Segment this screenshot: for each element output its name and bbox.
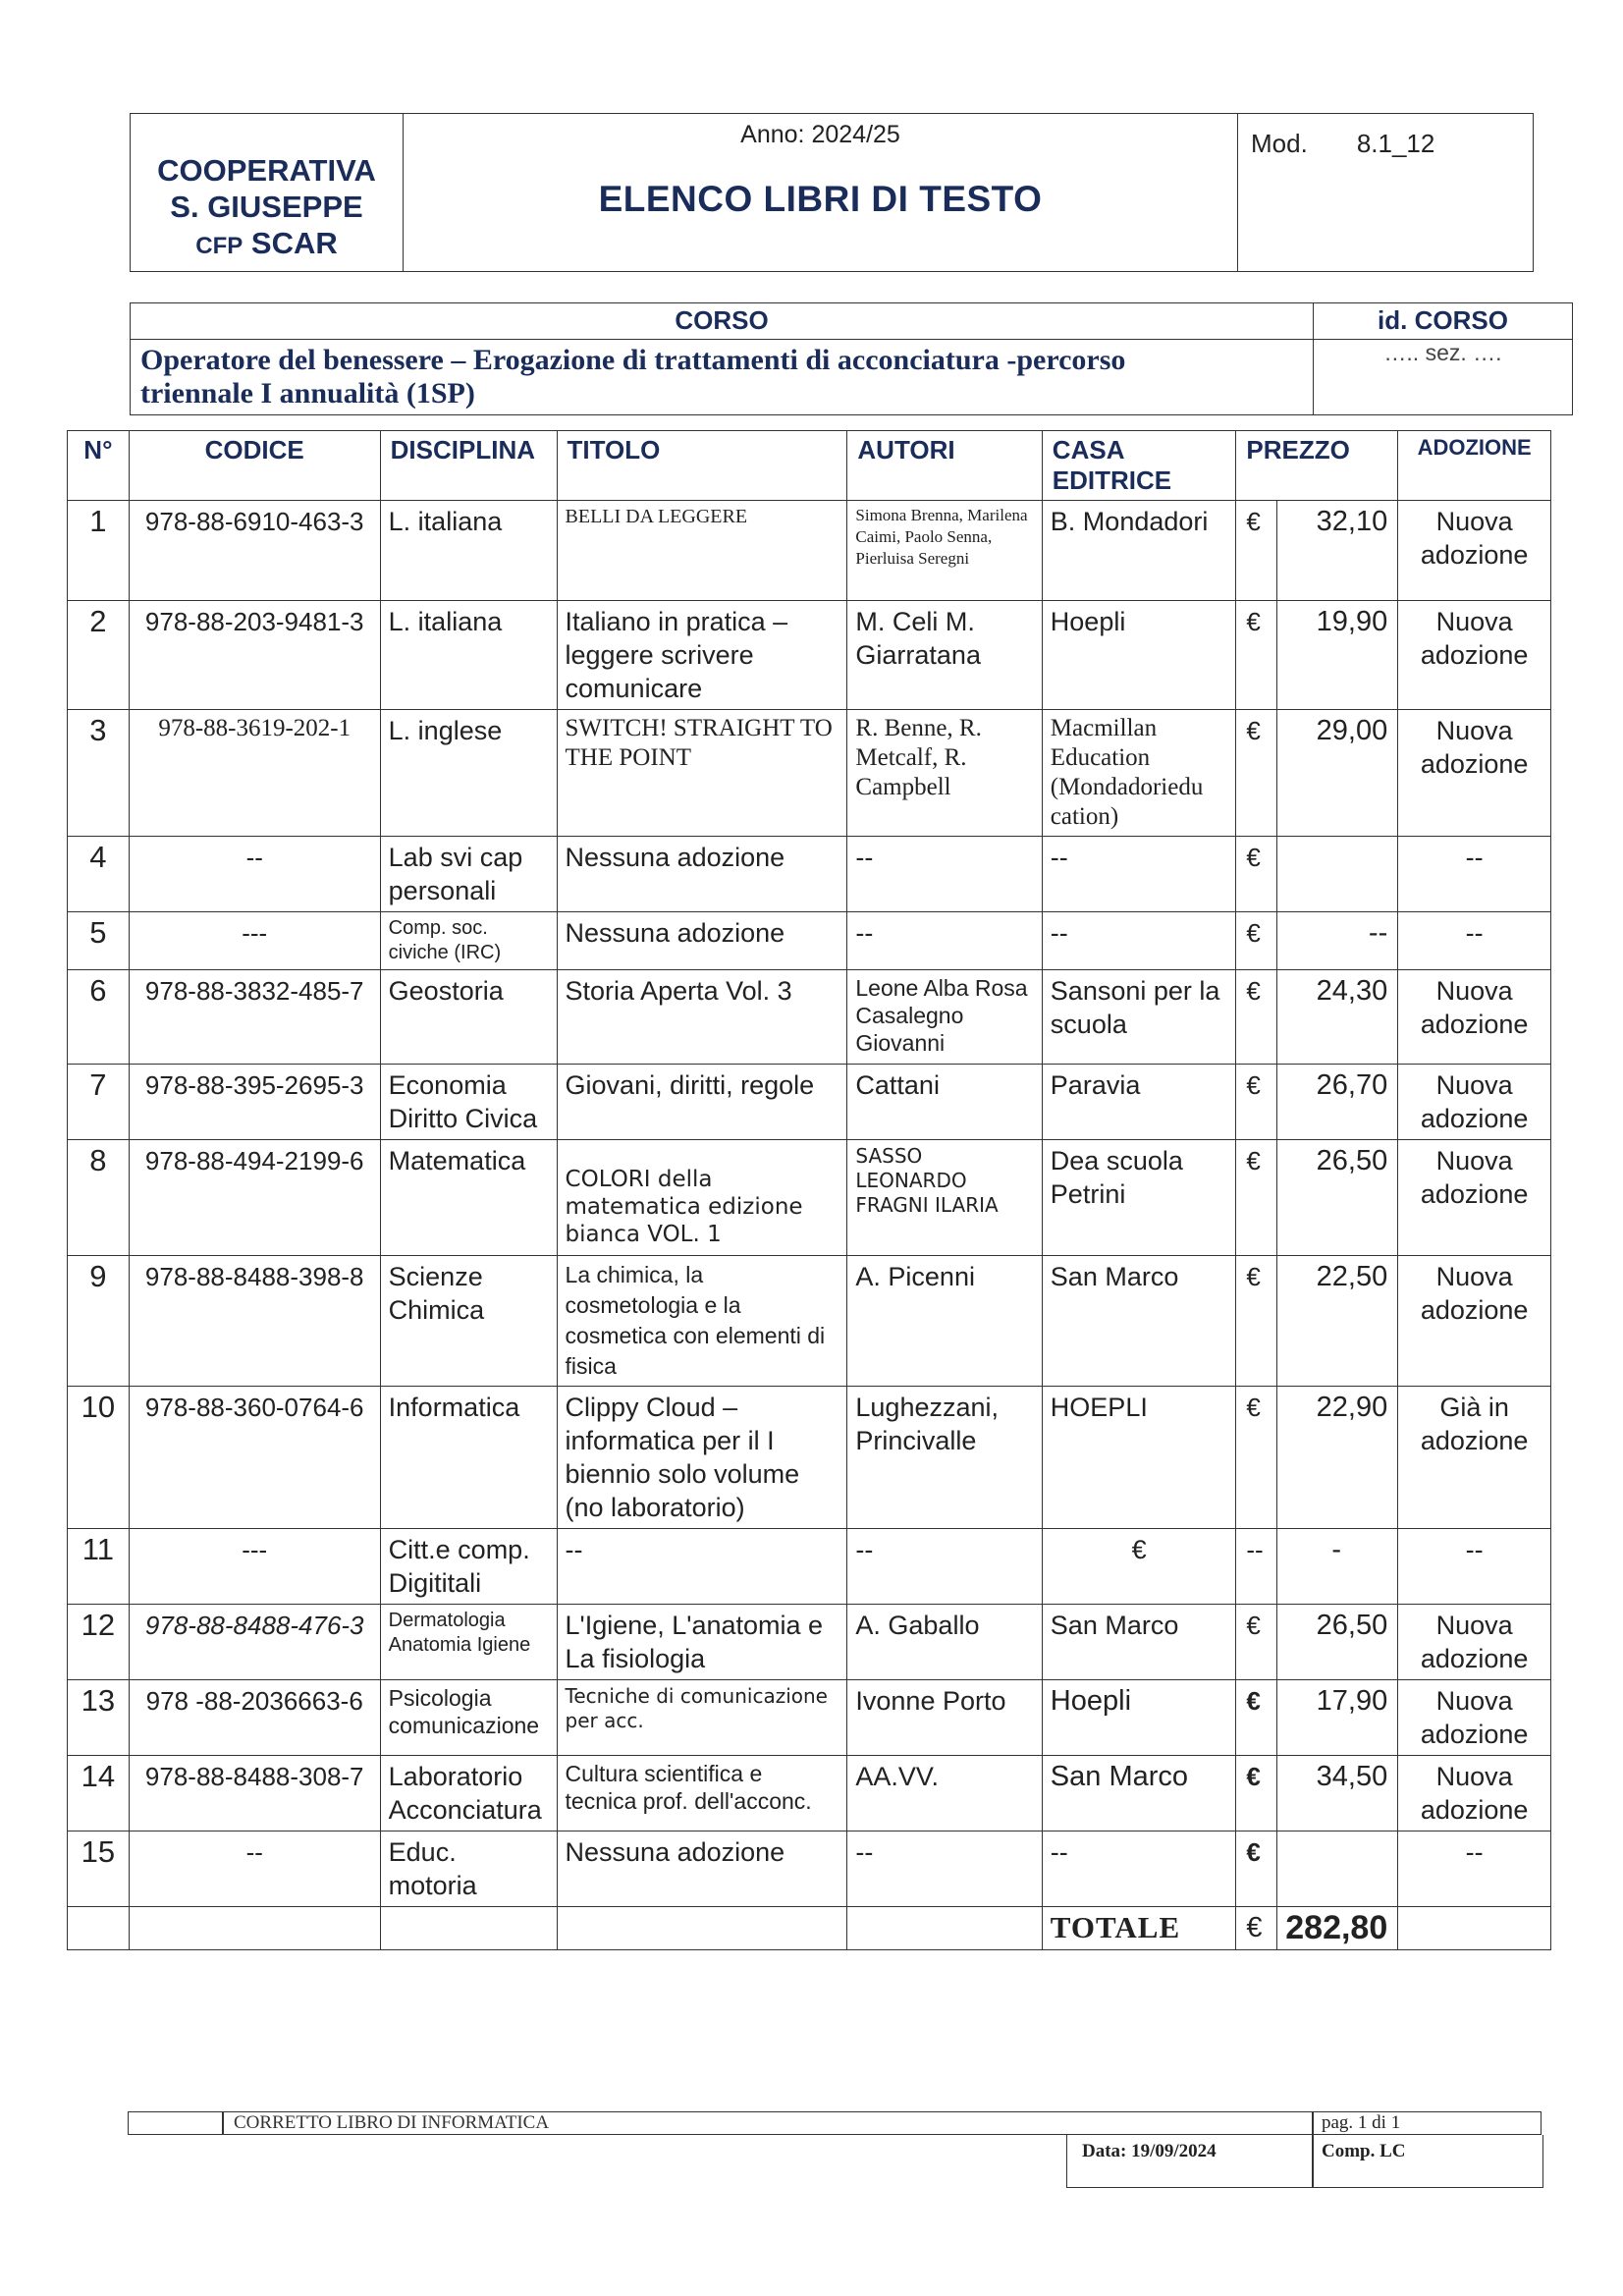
row-number: 15 (68, 1831, 130, 1907)
row-number: 13 (68, 1680, 130, 1756)
row-euro: € (1236, 1831, 1277, 1907)
row-prezzo: - (1277, 1529, 1398, 1605)
row-autori: R. Benne, R. Metcalf, R. Campbell (847, 710, 1042, 837)
row-titolo: Nessuna adozione (557, 1831, 847, 1907)
row-autori: -- (847, 1831, 1042, 1907)
row-euro: € (1236, 501, 1277, 601)
table-row (68, 970, 1551, 1065)
table-row (68, 1831, 1551, 1907)
row-casa: Hoepli (1042, 1680, 1236, 1756)
mod-value: 8.1_12 (1356, 129, 1435, 158)
row-number: 11 (68, 1529, 130, 1605)
row-autori: A. Gaballo (847, 1605, 1042, 1680)
row-euro: € (1236, 1065, 1277, 1140)
row-casa: San Marco (1042, 1756, 1236, 1831)
row-casa: -- (1042, 1831, 1236, 1907)
row-euro: € (1236, 912, 1277, 970)
page-title: ELENCO LIBRI DI TESTO (598, 179, 1043, 219)
course-heading: CORSO (131, 303, 1313, 340)
total-euro: € (1236, 1907, 1277, 1950)
row-disciplina: Comp. soc. civiche (IRC) (380, 912, 557, 970)
row-prezzo: 22,50 (1277, 1256, 1398, 1387)
row-disciplina: Scienze Chimica (380, 1256, 557, 1387)
row-titolo: Clippy Cloud – informatica per il I biennio solo volume (no laboratorio) (557, 1387, 847, 1529)
row-codice: --- (129, 912, 380, 970)
row-casa: Macmillan Education (Mondadoriedu cation) (1042, 710, 1236, 837)
table-row (68, 912, 1551, 970)
row-disciplina: L. inglese (380, 710, 557, 837)
row-euro: € (1236, 1756, 1277, 1831)
row-casa: San Marco (1042, 1256, 1236, 1387)
col-header-adozione: ADOZIONE (1398, 431, 1551, 501)
row-autori: Lughezzani, Princivalle (847, 1387, 1042, 1529)
row-casa: Paravia (1042, 1065, 1236, 1140)
row-casa: B. Mondadori (1042, 501, 1236, 601)
table-row (68, 1065, 1551, 1140)
row-adozione: Nuova adozione (1398, 1756, 1551, 1831)
course-title-line2: triennale I annualità (1SP) (140, 377, 475, 410)
row-casa: € (1042, 1529, 1236, 1605)
row-titolo: BELLI DA LEGGERE (557, 501, 847, 601)
row-euro: € (1236, 1605, 1277, 1680)
row-autori: -- (847, 912, 1042, 970)
table-row (68, 710, 1551, 837)
org-name-line2: S. GIUSEPPE (170, 190, 363, 224)
col-header-n: N° (68, 431, 130, 501)
row-titolo: SWITCH! STRAIGHT TO THE POINT (557, 710, 847, 837)
row-disciplina: Dermatologia Anatomia Igiene (380, 1605, 557, 1680)
row-prezzo: 24,30 (1277, 970, 1398, 1065)
course-heading-cell (131, 303, 1314, 415)
row-adozione: Nuova adozione (1398, 1680, 1551, 1756)
row-disciplina: Psicologia comunicazione (380, 1680, 557, 1756)
row-autori: Cattani (847, 1065, 1042, 1140)
footer-page: pag. 1 di 1 (1322, 2112, 1401, 2133)
row-titolo: La chimica, la cosmetologia e la cosmetica con elementi di fisica (557, 1256, 847, 1387)
row-titolo: Nessuna adozione (557, 912, 847, 970)
row-disciplina: Geostoria (380, 970, 557, 1065)
footer-note: CORRETTO LIBRO DI INFORMATICA (234, 2112, 550, 2133)
total-row (68, 1907, 1551, 1950)
row-adozione: -- (1398, 912, 1551, 970)
row-number: 10 (68, 1387, 130, 1529)
row-autori: -- (847, 1529, 1042, 1605)
row-adozione: -- (1398, 1529, 1551, 1605)
row-euro: € (1236, 601, 1277, 710)
table-row (68, 1605, 1551, 1680)
table-row (68, 1140, 1551, 1256)
row-autori: A. Picenni (847, 1256, 1042, 1387)
row-disciplina: Matematica (380, 1140, 557, 1256)
books-table (67, 430, 1551, 1950)
row-number: 7 (68, 1065, 130, 1140)
row-number: 12 (68, 1605, 130, 1680)
org-scar: SCAR (250, 226, 338, 260)
row-titolo: Nessuna adozione (557, 837, 847, 912)
row-disciplina: L. italiana (380, 501, 557, 601)
row-codice: -- (129, 837, 380, 912)
course-section: ….. sez. …. (1383, 340, 1502, 365)
col-header-autori: AUTORI (847, 431, 1042, 501)
footer-comp: Comp. LC (1322, 2141, 1406, 2161)
total-value: 282,80 (1277, 1907, 1398, 1950)
row-disciplina: Economia Diritto Civica (380, 1065, 557, 1140)
row-prezzo: -- (1277, 912, 1398, 970)
col-header-titolo: TITOLO (557, 431, 847, 501)
row-adozione: Nuova adozione (1398, 1140, 1551, 1256)
row-codice: 978-88-3832-485-7 (129, 970, 380, 1065)
row-casa: Dea scuola Petrini (1042, 1140, 1236, 1256)
org-cfp: CFP (195, 233, 243, 259)
row-adozione: Già in adozione (1398, 1387, 1551, 1529)
table-row (68, 1387, 1551, 1529)
row-prezzo: 26,50 (1277, 1140, 1398, 1256)
row-codice: 978-88-8488-398-8 (129, 1256, 380, 1387)
col-header-codice: CODICE (129, 431, 380, 501)
row-adozione: Nuova adozione (1398, 601, 1551, 710)
row-codice: --- (129, 1529, 380, 1605)
row-casa: -- (1042, 912, 1236, 970)
row-disciplina: Lab svi cap personali (380, 837, 557, 912)
row-adozione: -- (1398, 1831, 1551, 1907)
row-prezzo (1277, 837, 1398, 912)
row-adozione: Nuova adozione (1398, 970, 1551, 1065)
row-casa: San Marco (1042, 1605, 1236, 1680)
row-casa: Hoepli (1042, 601, 1236, 710)
row-codice: 978-88-494-2199-6 (129, 1140, 380, 1256)
row-disciplina: Informatica (380, 1387, 557, 1529)
row-adozione: Nuova adozione (1398, 501, 1551, 601)
row-codice: 978-88-3619-202-1 (129, 710, 380, 837)
mod-label: Mod. (1251, 129, 1308, 158)
row-euro: -- (1236, 1529, 1277, 1605)
row-autori: Leone Alba Rosa Casalegno Giovanni (847, 970, 1042, 1065)
row-disciplina: L. italiana (380, 601, 557, 710)
row-autori: Ivonne Porto (847, 1680, 1042, 1756)
row-codice: -- (129, 1831, 380, 1907)
title-cell (404, 114, 1238, 272)
row-autori: AA.VV. (847, 1756, 1042, 1831)
row-titolo: -- (557, 1529, 847, 1605)
course-title-line1: Operatore del benessere – Erogazione di trattamenti di acconciatura -percorso (140, 344, 1126, 376)
row-euro: € (1236, 1140, 1277, 1256)
row-adozione: Nuova adozione (1398, 1256, 1551, 1387)
row-codice: 978-88-203-9481-3 (129, 601, 380, 710)
course-block (130, 302, 1573, 415)
table-row (68, 1529, 1551, 1605)
row-prezzo: 26,50 (1277, 1605, 1398, 1680)
row-titolo: Storia Aperta Vol. 3 (557, 970, 847, 1065)
row-number: 14 (68, 1756, 130, 1831)
row-codice: 978-88-395-2695-3 (129, 1065, 380, 1140)
row-codice: 978 -88-2036663-6 (129, 1680, 380, 1756)
row-disciplina: Educ. motoria (380, 1831, 557, 1907)
row-number: 5 (68, 912, 130, 970)
col-header-prezzo: PREZZO (1236, 431, 1398, 501)
row-casa: HOEPLI (1042, 1387, 1236, 1529)
document-header (130, 113, 1534, 272)
row-titolo: Giovani, diritti, regole (557, 1065, 847, 1140)
document-footer (128, 2111, 1542, 2188)
table-row (68, 1680, 1551, 1756)
row-autori: SASSO LEONARDO FRAGNI ILARIA (847, 1140, 1042, 1256)
row-prezzo (1277, 1831, 1398, 1907)
row-prezzo: 32,10 (1277, 501, 1398, 601)
row-number: 6 (68, 970, 130, 1065)
row-prezzo: 26,70 (1277, 1065, 1398, 1140)
row-titolo: Cultura scientifica e tecnica prof. dell'acconc. (557, 1756, 847, 1831)
school-year: Anno: 2024/25 (740, 121, 900, 148)
table-row (68, 601, 1551, 710)
row-adozione: Nuova adozione (1398, 710, 1551, 837)
row-number: 8 (68, 1140, 130, 1256)
row-casa: -- (1042, 837, 1236, 912)
row-adozione: Nuova adozione (1398, 1605, 1551, 1680)
row-number: 1 (68, 501, 130, 601)
row-euro: € (1236, 710, 1277, 837)
table-row (68, 837, 1551, 912)
row-euro: € (1236, 970, 1277, 1065)
row-codice: 978-88-8488-476-3 (129, 1605, 380, 1680)
row-number: 9 (68, 1256, 130, 1387)
row-prezzo: 17,90 (1277, 1680, 1398, 1756)
row-number: 4 (68, 837, 130, 912)
organization-cell (131, 114, 404, 272)
row-euro: € (1236, 837, 1277, 912)
table-row (68, 1256, 1551, 1387)
row-prezzo: 34,50 (1277, 1756, 1398, 1831)
module-cell (1238, 114, 1534, 272)
row-euro: € (1236, 1256, 1277, 1387)
row-prezzo: 22,90 (1277, 1387, 1398, 1529)
row-euro: € (1236, 1680, 1277, 1756)
col-header-disciplina: DISCIPLINA (380, 431, 557, 501)
org-name-line1: COOPERATIVA (157, 153, 376, 188)
course-id-heading: id. CORSO (1314, 303, 1572, 340)
course-id-cell (1314, 303, 1573, 415)
table-row (68, 1756, 1551, 1831)
table-header-row (68, 431, 1551, 501)
row-titolo: Italiano in pratica – leggere scrivere comunicare (557, 601, 847, 710)
row-prezzo: 19,90 (1277, 601, 1398, 710)
row-casa: Sansoni per la scuola (1042, 970, 1236, 1065)
row-disciplina: Laboratorio Acconciatura (380, 1756, 557, 1831)
row-number: 3 (68, 710, 130, 837)
row-titolo: Tecniche di comunicazione per acc. (557, 1680, 847, 1756)
row-prezzo: 29,00 (1277, 710, 1398, 837)
row-autori: Simona Brenna, Marilena Caimi, Paolo Senna, Pierluisa Seregni (847, 501, 1042, 601)
row-euro: € (1236, 1387, 1277, 1529)
row-autori: -- (847, 837, 1042, 912)
row-titolo: L'Igiene, L'anatomia e La fisiologia (557, 1605, 847, 1680)
total-label: TOTALE (1042, 1907, 1236, 1950)
row-number: 2 (68, 601, 130, 710)
footer-date: Data: 19/09/2024 (1082, 2141, 1217, 2161)
row-codice: 978-88-8488-308-7 (129, 1756, 380, 1831)
col-header-casa: CASA EDITRICE (1042, 431, 1236, 501)
row-disciplina: Citt.e comp. Digititali (380, 1529, 557, 1605)
row-adozione: -- (1398, 837, 1551, 912)
row-codice: 978-88-360-0764-6 (129, 1387, 380, 1529)
row-titolo: COLORI della matematica edizione bianca VOL. 1 (557, 1140, 847, 1256)
row-codice: 978-88-6910-463-3 (129, 501, 380, 601)
row-adozione: Nuova adozione (1398, 1065, 1551, 1140)
table-row (68, 501, 1551, 601)
row-autori: M. Celi M. Giarratana (847, 601, 1042, 710)
